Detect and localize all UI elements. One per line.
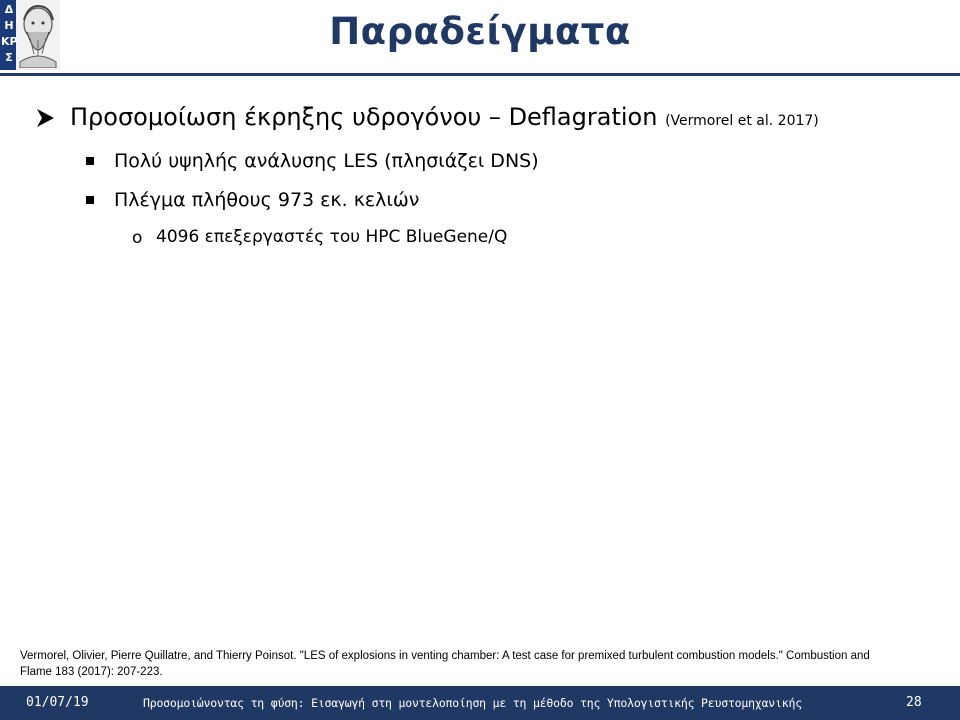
logo-text: Δ Η ΚΡ Σ (1, 3, 18, 64)
sub-sub-bullet-text: 4096 επεξεργαστές του HPC BlueGene/Q (156, 227, 508, 247)
sub-bullet-text: Πλέγμα πλήθους 973 εκ. κελιών (114, 189, 420, 211)
main-bullet-text: Προσομοίωση έκρηξης υδρογόνου – Deflagration (70, 103, 658, 131)
square-bullet-icon (86, 196, 94, 204)
page-number: 28 (906, 695, 922, 710)
footer-course-title: Προσομοιώνοντας τη φύση: Εισαγωγή στη μοντελοποίηση με τη μέθοδο της Υπολογιστικής Ρευστομηχανικής (143, 696, 802, 710)
reference-line: Vermorel, Olivier, Pierre Quillatre, and Thierry Poinsot. "LES of explosions in venting chamber: A test case for premixed turbulent combustion models." Combustion and (20, 650, 870, 662)
circle-bullet-icon: o (132, 228, 143, 248)
slide-title: Παραδείγματα (329, 10, 631, 53)
sub-bullet-text: Πολύ υψηλής ανάλυσης LES (πλησιάζει DNS) (114, 150, 539, 172)
main-bullet-text-wrap (70, 103, 819, 131)
citation-text: (Vermorel et al. 2017) (665, 113, 819, 129)
reference-line: Flame 183 (2017): 207-223. (20, 666, 163, 678)
footer-date: 01/07/19 (26, 695, 89, 710)
title-divider (0, 73, 960, 76)
reference-note (20, 648, 940, 680)
arrow-bullet-icon (34, 107, 56, 129)
square-bullet-icon (86, 157, 94, 165)
slide-footer (0, 686, 960, 720)
